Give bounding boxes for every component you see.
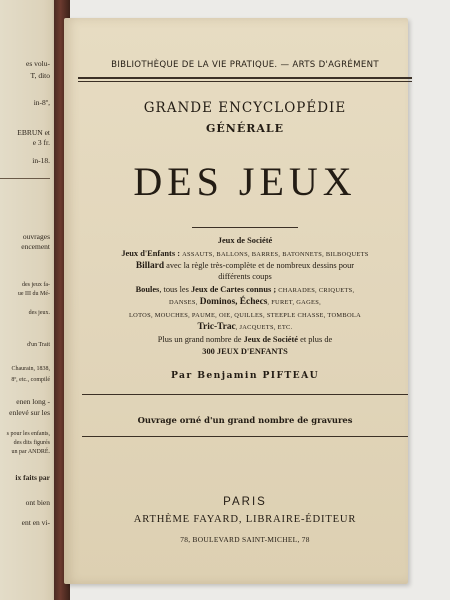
contents-line: 300 JEUX D'ENFANTS	[202, 347, 288, 356]
series-header: BIBLIOTHÈQUE DE LA VIE PRATIQUE. — ARTS D'AGRÉMENT	[111, 60, 379, 70]
left-page-rule	[0, 178, 50, 179]
facing-left-page	[0, 0, 62, 600]
left-page-text: des jeux fa-	[22, 282, 50, 288]
left-page-text: es volu-	[26, 59, 50, 68]
contents-line: différents coups	[218, 272, 272, 281]
left-page-text: ent en vi-	[21, 518, 50, 527]
title-page-content	[82, 58, 408, 600]
left-page-text: des dits figurés	[13, 440, 50, 446]
left-page-text: d'un Trait	[27, 342, 50, 348]
left-page-text: Chaurain, 1838,	[11, 366, 50, 372]
left-page-text: in-8º,	[33, 98, 50, 107]
left-page-text: 8º, etc., compilé	[11, 377, 50, 383]
imprint-address: 78, BOULEVARD SAINT-MICHEL, 78	[180, 535, 310, 544]
contents-line: Billard avec la règle très-complète et de nombreux dessins pour	[135, 261, 355, 271]
title-line-2: GÉNÉRALE	[205, 122, 284, 135]
contents-line: Tric-Trac, JACQUETS, ETC.	[197, 322, 293, 332]
imprint-place: PARIS	[223, 496, 267, 508]
left-page-text: e 3 fr.	[32, 138, 50, 147]
left-page-text: ue III du Mé-	[17, 291, 50, 297]
imprint-publisher: ARTHÈME FAYARD, LIBRAIRE-ÉDITEUR	[133, 514, 357, 525]
contents-line: LOTOS, MOUCHES, PAUME, OIE, QUILLES, STEEPLE CHASSE, TOMBOLA	[128, 312, 362, 319]
title-rule	[192, 227, 298, 228]
contents-line: Jeux d'Enfants : ASSAUTS, BALLONS, BARRES, BATONNETS, BILBOQUETS	[121, 249, 369, 258]
author-rule	[82, 394, 408, 395]
left-page-text: des jeux.	[28, 310, 50, 316]
contents-line: Jeux de Société	[217, 236, 273, 245]
contents-line: Boules, tous les Jeux de Cartes connus ; CHARADES, CRIQUETS,	[135, 285, 355, 294]
contents-line: Plus un grand nombre de Jeux de Société et plus de	[157, 335, 333, 344]
left-page-text: in-18.	[32, 156, 50, 165]
main-title: DES JEUX	[133, 159, 357, 204]
left-page-text: ix faits par	[15, 473, 50, 482]
header-rule	[78, 77, 412, 79]
header-rule-thin	[78, 81, 412, 82]
title-line-1: GRANDE ENCYCLOPÉDIE	[143, 100, 347, 116]
left-page-text: enlevé sur les	[9, 408, 50, 417]
left-page-text: T, dito	[30, 71, 50, 80]
left-page-text: enen long -	[16, 397, 50, 406]
contents-line: DANSES, Dominos, Échecs, FURET, GAGES,	[169, 297, 321, 307]
left-page-text: ont bien	[25, 498, 50, 507]
left-page-text: EBRUN et	[17, 128, 50, 137]
left-page-text: un par ANDRÉ.	[11, 449, 50, 455]
engravings-rule	[82, 436, 408, 437]
left-page-text: ouvrages	[22, 232, 50, 241]
left-page-text: s pour les enfants,	[6, 431, 50, 437]
engravings-line: Ouvrage orné d'un grand nombre de gravures	[137, 415, 353, 425]
left-page-text: encement	[21, 242, 50, 251]
author-line: Par Benjamin PIFTEAU	[170, 370, 320, 381]
